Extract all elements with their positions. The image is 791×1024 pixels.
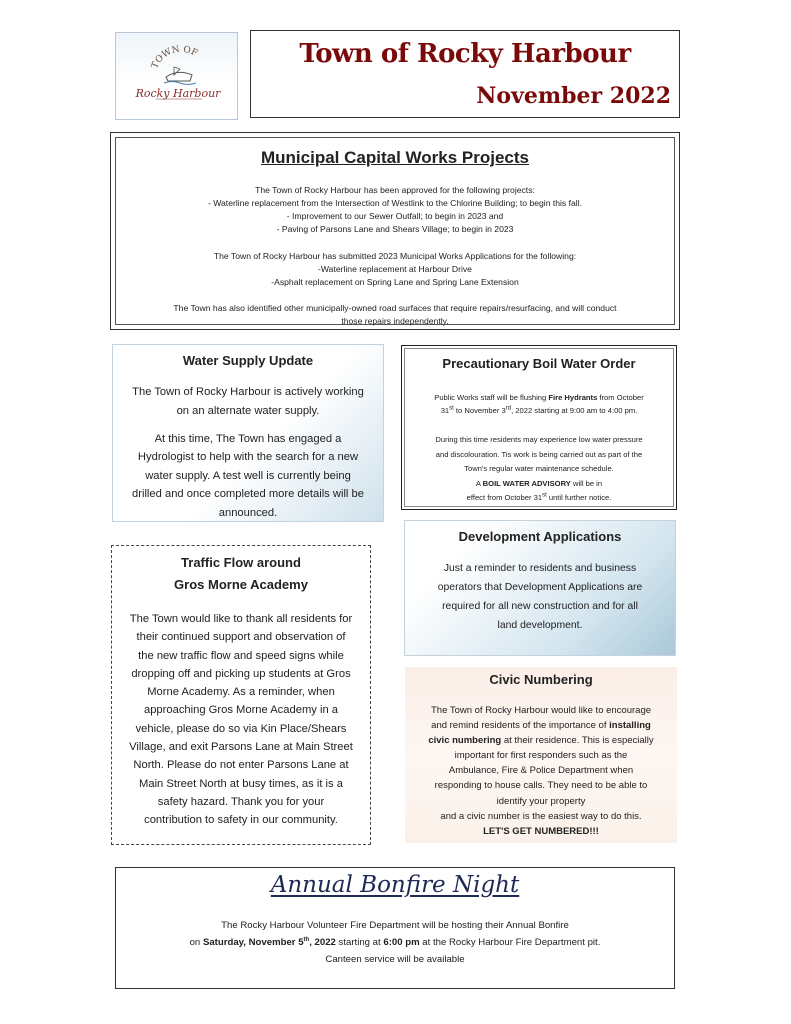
traffic-title [112, 552, 370, 596]
development-applications-section [404, 520, 676, 656]
logo-emblem [116, 33, 239, 121]
text-line: Morne Academy. As a reminder, when [147, 686, 335, 699]
text-line: important for first responders such as the [454, 750, 628, 762]
bonfire-section [115, 867, 675, 989]
text-line: Public Works staff will be flushing Fire Hydrants from October [434, 393, 644, 402]
bonfire-title: Annual Bonfire Night [270, 872, 520, 898]
page-title: Town of Rocky Harbour [299, 39, 631, 69]
water-supply-section [112, 344, 384, 522]
text-line: approaching Gros Morne Academy in a [143, 704, 339, 717]
approved-intro: The Town of Rocky Harbour has been approved for the following projects: [255, 185, 535, 195]
text-line: dropping off and picking up students at Gros [131, 667, 351, 680]
text-line: Main Street North at busy times, as it is a [139, 777, 343, 790]
text-line: water supply. A test well is currently being [145, 469, 351, 482]
text-line: and discolouration. Tis work is being carried out as part of the [435, 449, 643, 459]
text-line: 31st to November 3rd, 2022 starting at 9:00 am to 4:00 pm. [440, 405, 638, 415]
text-line: the new traffic flow and speed signs while [138, 649, 344, 662]
capital-works-title: Municipal Capital Works Projects [261, 148, 529, 167]
civic-title: Civic Numbering [489, 672, 593, 687]
text-line: Hydrologist to help with the search for a new [137, 451, 359, 464]
text-line: North. Please do not enter Parsons Lane at [133, 759, 349, 772]
bonfire-date-line: on Saturday, November 5th, 2022 starting at 6:00 pm at the Rocky Harbour Fire Department pit. [189, 936, 601, 948]
boil-water-advisory: A BOIL WATER ADVISORY will be in [475, 478, 603, 488]
text-line: The Town of Rocky Harbour would like to encourage [430, 705, 652, 716]
text-line: At this time, The Town has engaged a [154, 433, 342, 445]
capital-works-section [110, 132, 680, 330]
water-supply-title: Water Supply Update [182, 353, 314, 368]
text-line: civic numbering at their residence. This is especially [428, 735, 654, 747]
bonfire-line: Canteen service will be available [325, 954, 465, 965]
text-line: responding to house calls. They need to be able to [434, 780, 648, 792]
submitted-intro: The Town of Rocky Harbour has submitted 2023 Municipal Works Applications for the following: [213, 251, 577, 261]
text-line: operators that Development Applications are [437, 582, 643, 593]
water-supply-para1 [117, 383, 379, 421]
capital-works-inner-border [115, 137, 675, 325]
other-repairs-line: The Town has also identified other municipally-owned road surfaces that require repairs/resurfacing, and will conduct [173, 303, 617, 313]
text-line: Just a reminder to residents and business [443, 563, 637, 574]
boil-water-title: Precautionary Boil Water Order [442, 356, 636, 371]
text-line: and remind residents of the importance of installing [431, 720, 651, 732]
submitted-item: -Asphalt replacement on Spring Lane and Spring Lane Extension [271, 277, 519, 287]
logo-bottom-text: Rocky Harbour [135, 87, 221, 100]
other-repairs-line: those repairs independently. [341, 316, 449, 326]
development-body [409, 559, 671, 635]
text-line: announced. [218, 506, 278, 519]
civic-numbering-section [405, 667, 677, 843]
text-line: required for all new construction and for all [442, 601, 638, 612]
civic-call-to-action: LET'S GET NUMBERED!!! [483, 825, 599, 837]
text-line: contribution to safety in our community. [144, 814, 338, 827]
text-line: drilled and once completed more details will be [132, 488, 364, 501]
boil-water-section [401, 345, 677, 510]
approved-item: - Paving of Parsons Lane and Shears Village; to begin in 2023 [276, 224, 514, 234]
issue-date: November 2022 [476, 83, 671, 109]
header-title-box [250, 30, 680, 118]
text-line: The Town would like to thank all residents for [129, 613, 353, 625]
traffic-body [114, 610, 368, 830]
development-title: Development Applications [458, 529, 622, 544]
boil-water-inner-border [404, 348, 674, 507]
text-line: The Town of Rocky Harbour is actively working [132, 386, 364, 398]
text-line: identify your property [496, 795, 586, 807]
bonfire-line: The Rocky Harbour Volunteer Fire Department will be hosting their Annual Bonfire [221, 920, 569, 931]
text-line: Gros Morne Academy [174, 577, 308, 592]
boil-water-notice [407, 433, 671, 506]
text-line: on an alternate water supply. [176, 405, 320, 417]
text-line: land development. [497, 620, 583, 631]
text-line: Town's regular water maintenance schedule. [464, 464, 614, 473]
submitted-item: -Waterline replacement at Harbour Drive [318, 264, 472, 274]
logo-top-text: TOWN OF [150, 44, 199, 71]
text-line: and a civic number is the easiest way to do this. [440, 810, 642, 822]
approved-item: - Waterline replacement from the Intersection of Westlink to the Chlorine Building; to begin this fall. [207, 198, 582, 208]
text-line: effect from October 31st until further notice. [466, 492, 612, 502]
text-line: safety hazard. Thank you for your [157, 795, 325, 808]
boil-water-schedule [407, 391, 671, 417]
approved-item: - Improvement to our Sewer Outfall; to begin in 2023 and [286, 211, 504, 221]
traffic-flow-section [111, 545, 371, 845]
town-logo [115, 32, 238, 120]
water-supply-para2 [117, 430, 379, 522]
text-line: Village, and exit Parsons Lane at Main Street [129, 741, 353, 754]
text-line: their continued support and observation of [136, 631, 346, 644]
text-line: During this time residents may experience low water pressure [435, 435, 643, 444]
text-line: Ambulance, Fire & Police Department when [448, 765, 634, 777]
text-line: Traffic Flow around [181, 555, 301, 570]
text-line: vehicle, please do so via Kin Place/Shears [135, 722, 347, 735]
civic-body [405, 703, 677, 839]
